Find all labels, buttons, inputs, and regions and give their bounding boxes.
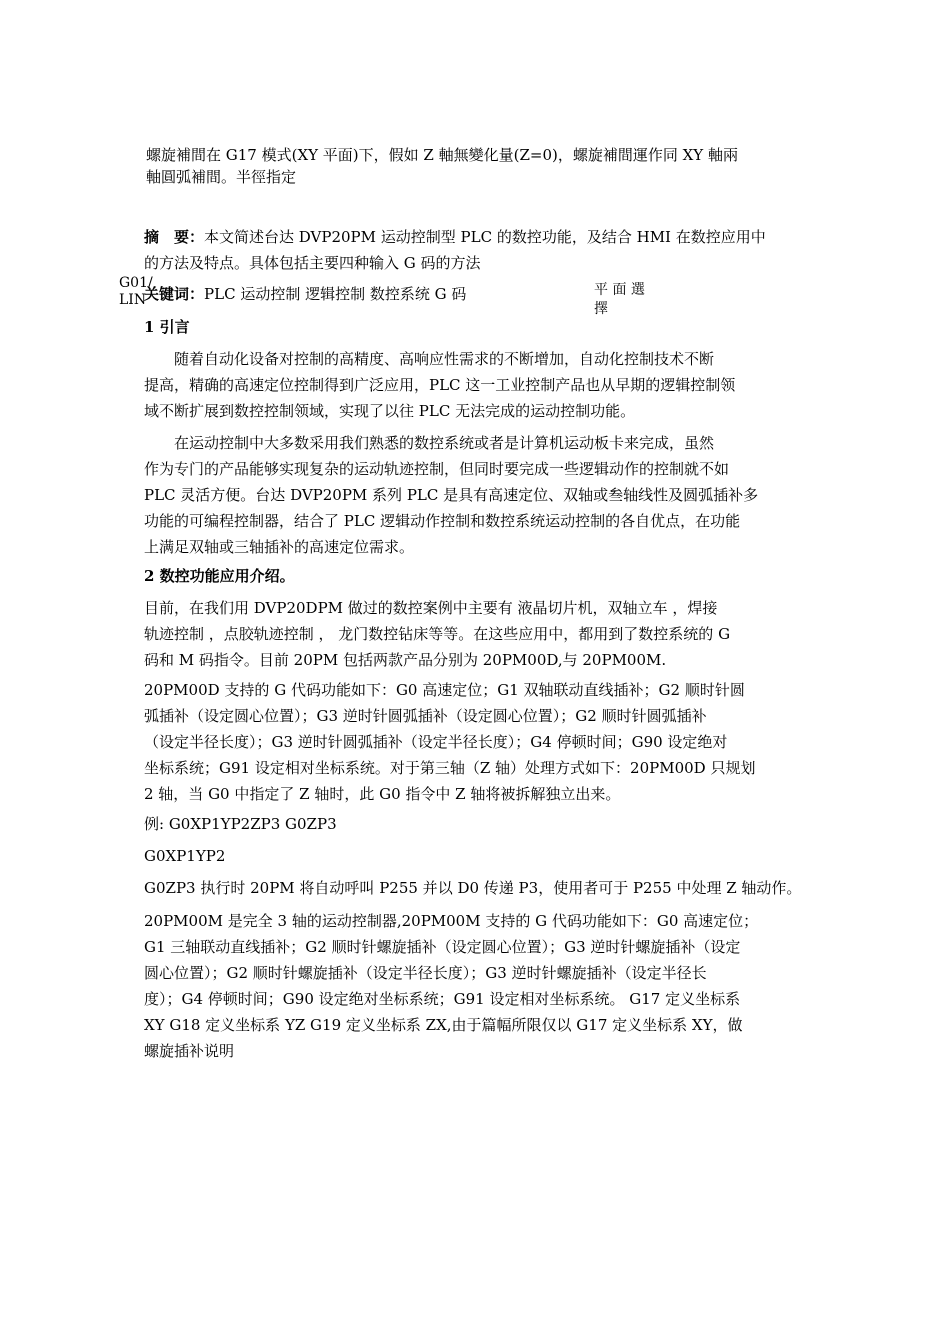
paragraph-line: 螺旋插补说明 [144, 1042, 235, 1060]
paragraph-line: 度）；G4 停顿时间；G90 设定绝对坐标系统；G91 设定相对坐标系统。 G17 定义坐标系 [144, 990, 741, 1008]
paragraph-line: 功能的可编程控制器，结合了 PLC 逻辑动作控制和数控系统运动控制的各自优点，在功能 [144, 512, 741, 530]
abstract-line: 的方法及特点。具体包括主要四种输入 G 码的方法 [144, 254, 481, 272]
margin-note-right: 平 面 選 擇 [594, 282, 645, 317]
paragraph-line: 坐标系统；G91 设定相对坐标系统。对于第三轴（Z 轴）处理方式如下：20PM00D 只规划 [144, 759, 756, 777]
example-line: G0ZP3 执行时 20PM 将自动呼叫 P255 并以 D0 传递 P3，使用者可于 P255 中处理 Z 轴动作。 [144, 879, 802, 897]
abstract-label: 摘 要： [144, 228, 205, 246]
paragraph-line: 目前，在我们用 DVP20DPM 做过的数控案例中主要有 液晶切片机，双轴立车 ，焊接 [144, 599, 718, 617]
keywords [144, 281, 466, 307]
paragraph-line: （设定半径长度）；G3 逆时针圆弧插补（设定半径长度）；G4 停顿时间；G90 设定绝对 [144, 733, 728, 751]
paragraph-line: 20PM00M 是完全 3 轴的运动控制器,20PM00M 支持的 G 代码功能如下：G0 高速定位； [144, 912, 759, 930]
paragraph-line: 码和 M 码指令。目前 20PM 包括两款产品分别为 20PM00D,与 20PM00M. [144, 651, 667, 669]
abstract [144, 224, 812, 276]
paragraph-intro-2 [144, 430, 812, 560]
header-note-line: 螺旋補間在 G17 模式(XY 平面)下，假如 Z 軸無變化量(Z=0)，螺旋補間運作同 XY 軸兩 [146, 146, 738, 164]
abstract-line [144, 224, 812, 250]
paragraph-20pm00d [144, 677, 812, 807]
paragraph-cases [144, 595, 812, 673]
paragraph-line: 圆心位置）；G2 顺时针螺旋插补（设定半径长度）；G3 逆时针螺旋插补（设定半径长 [144, 964, 707, 982]
example-line: 例: G0XP1YP2ZP3 G0ZP3 [144, 815, 337, 833]
paragraph-line: 2 轴，当 G0 中指定了 Z 轴时，此 G0 指令中 Z 轴将被拆解独立出来。 [144, 785, 621, 803]
paragraph-line: 作为专门的产品能够实现复杂的运动轨迹控制，但同时要完成一些逻辑动作的控制就不如 [144, 460, 730, 478]
keywords-text: PLC 运动控制 逻辑控制 数控系统 G 码 [204, 285, 467, 303]
paragraph-line: 弧插补（设定圆心位置）；G3 逆时针圆弧插补（设定圆心位置）；G2 顺时针圆弧插补 [144, 707, 707, 725]
paragraph-line: 域不断扩展到数控控制领域，实现了以往 PLC 无法完成的运动控制功能。 [144, 402, 636, 420]
margin-note-left: G01/ LIN [119, 275, 153, 308]
header-note [146, 144, 738, 188]
paragraph-line: XY G18 定义坐标系 YZ G19 定义坐标系 ZX,由于篇幅所限仅以 G17 定义坐标系 XY，做 [144, 1016, 743, 1034]
section-2-title: 2 数控功能应用介绍。 [144, 567, 295, 585]
paragraph-intro-1 [144, 346, 812, 424]
paragraph-line: 在运动控制中大多数采用我们熟悉的数控系统或者是计算机运动板卡来完成，虽然 [144, 434, 715, 452]
paragraph-line: 上满足双轴或三轴插补的高速定位需求。 [144, 538, 415, 556]
paragraph-line: G1 三轴联动直线插补；G2 顺时针螺旋插补（设定圆心位置）；G3 逆时针螺旋插补（设定 [144, 938, 741, 956]
section-1-title: 1 引言 [144, 318, 190, 336]
paragraph-line: 提高，精确的高速定位控制得到广泛应用，PLC 这一工业控制产品也从早期的逻辑控制领 [144, 376, 736, 394]
paragraph-line: PLC 灵活方便。台达 DVP20PM 系列 PLC 是具有高速定位、双轴或叁轴线性及圆弧插补多 [144, 486, 759, 504]
paragraph-line: 轨迹控制 ，点胶轨迹控制 ， 龙门数控钻床等等。在这些应用中，都用到了数控系统的 G [144, 625, 731, 643]
keywords-label: 关键词： [144, 285, 205, 303]
paragraph-line: 20PM00D 支持的 G 代码功能如下：G0 高速定位；G1 双轴联动直线插补；G2 顺时针圆 [144, 681, 745, 699]
example-line: G0XP1YP2 [144, 847, 226, 865]
paragraph-20pm00m [144, 908, 812, 1064]
paragraph-line: 随着自动化设备对控制的高精度、高响应性需求的不断增加，自动化控制技术不断 [144, 350, 715, 368]
header-note-line: 軸圓弧補間。半徑指定 [146, 168, 297, 186]
abstract-text: 本文简述台达 DVP20PM 运动控制型 PLC 的数控功能，及结合 HMI 在数控应用中 [204, 228, 766, 246]
